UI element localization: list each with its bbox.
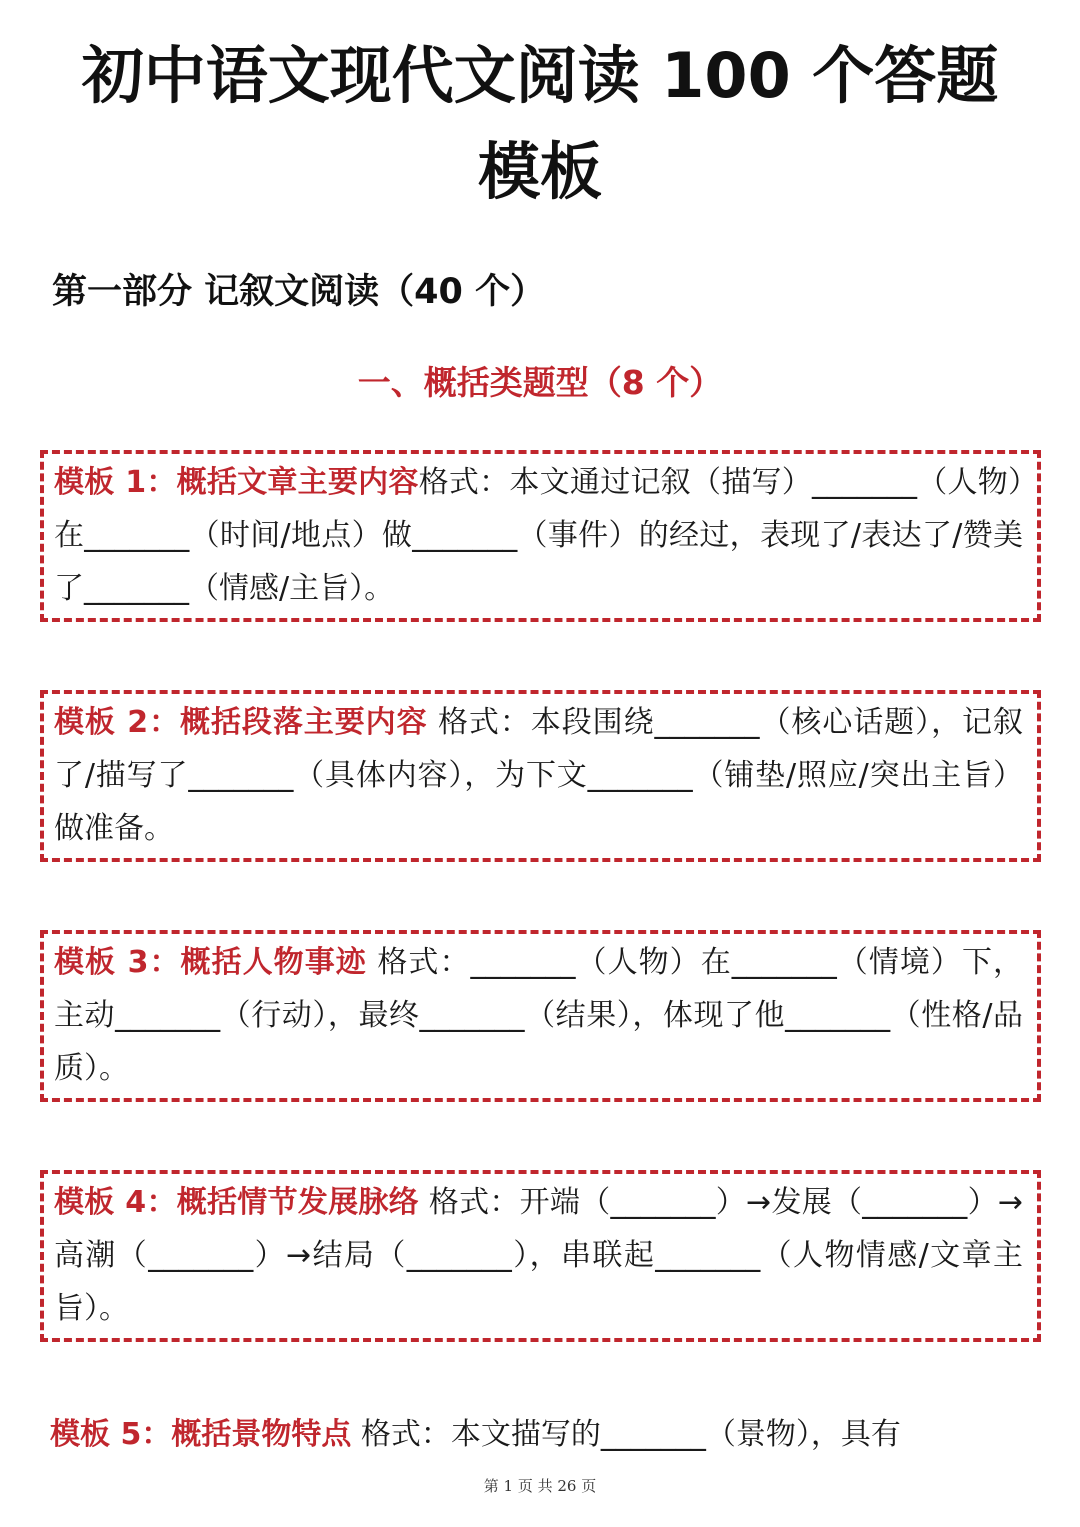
template-box-3 [40,930,1041,1102]
template-body: 格式：本文通过记叙（描写）_______（人物）在_______（时间/地点）做_______（事件）的经过，表现了/表达了/赞美了_______（情感/主旨）。 [54,465,1024,606]
template-title: 模板 4：概括情节发展脉络 [54,1185,419,1220]
template-text [54,936,1023,1095]
template-title: 模板 3：概括人物事迹 [54,945,367,980]
document-title [0,28,1080,220]
template-box-5 [40,1406,1041,1466]
template-box-1 [40,450,1041,622]
template-text [54,456,1023,615]
template-title: 模板 1：概括文章主要内容 [54,465,419,500]
template-box-2 [40,690,1041,862]
template-body: 格式：_______（人物）在_______（情境）下，主动_______（行动），最终_______（结果），体现了他_______（性格/品质）。 [54,945,1023,1086]
template-text [50,1408,1027,1461]
template-text [54,1176,1023,1335]
template-title: 模板 2：概括段落主要内容 [54,705,428,740]
template-body: 格式：开端（_______）→发展（_______）→高潮（_______）→结局（_______），串联起_______（人物情感/文章主旨）。 [54,1185,1023,1326]
part-heading: 第一部分 记叙文阅读（40 个） [52,272,546,312]
document-title-line-2: 模板 [477,135,602,208]
template-box-4 [40,1170,1041,1342]
template-body: 格式：本文描写的_______（景物），具有 [351,1417,901,1452]
template-body: 格式：本段围绕_______（核心话题），记叙了/描写了_______（具体内容），为下文_______（铺垫/照应/突出主旨）做准备。 [54,705,1023,846]
page-footer: 第 1 页 共 26 页 [483,1477,597,1495]
document-title-line-1: 初中语文现代文阅读 100 个答题 [81,39,999,112]
section-heading: 一、概括类题型（8 个） [357,363,723,402]
template-text [54,696,1023,855]
template-title: 模板 5：概括景物特点 [50,1417,352,1452]
